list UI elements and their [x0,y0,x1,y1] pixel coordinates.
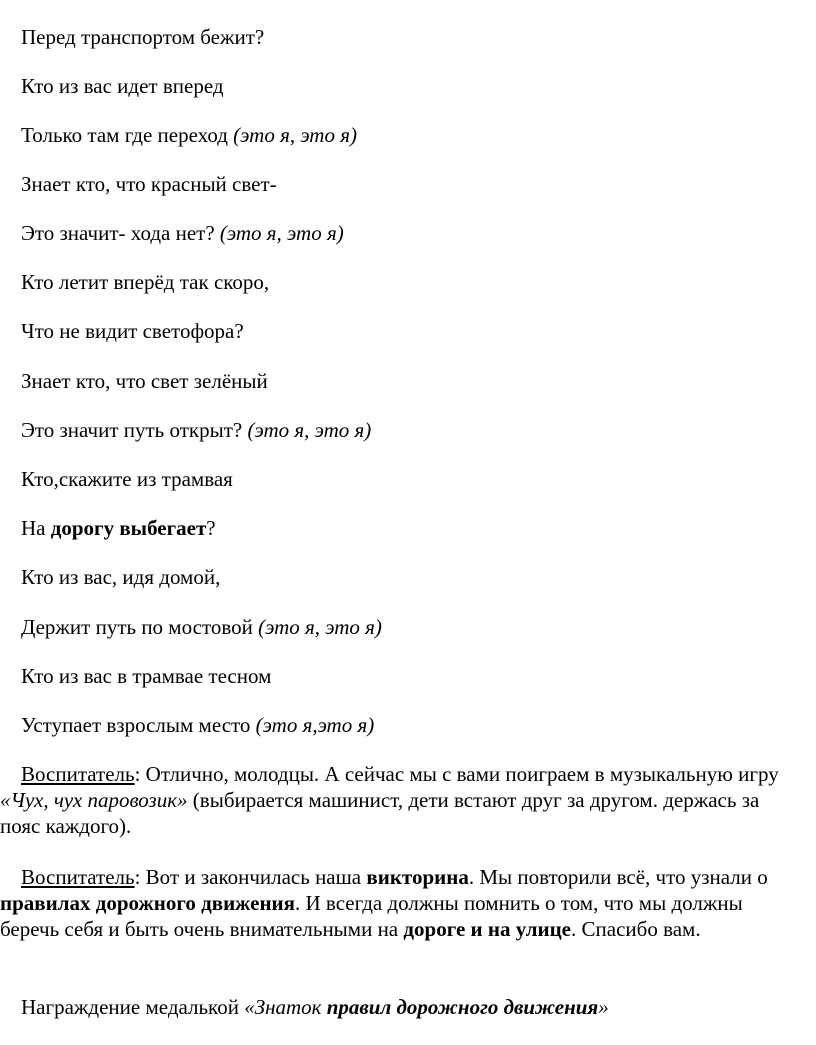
verse-line-10 [21,466,233,492]
speaker-label: Воспитатель [21,762,135,786]
verse-line-text: Кто летит вперёд так скоро, [21,270,270,294]
verse-line-6 [21,269,269,295]
verse-line-text: На [21,516,51,540]
verse-line-text: Знает кто, что красный свет- [21,172,277,196]
paragraph-game [0,761,800,839]
verse-remark: (это я, это я) [219,221,344,245]
verse-bold-text: дорогу выбегает [50,516,207,540]
verse-line-text: ? [206,516,216,540]
verse-remark: (это я, это я) [247,418,372,442]
verse-remark: (это я, это я) [233,123,357,147]
paragraph-text: (выбирается машинист, дети встают друг за другом. держась за пояс каждого). [0,788,760,838]
paragraph-conclusion [0,864,800,942]
verse-line-3 [21,122,357,148]
verse-line-text: Уступает взрослым место [21,713,256,737]
verse-line-4 [21,171,277,197]
verse-line-text: Перед транспортом бежит? [21,25,265,49]
verse-line-text: Что не видит светофора? [21,319,244,343]
verse-line-2 [21,73,224,99]
verse-line-8 [21,368,268,394]
paragraph-award [0,994,800,1020]
verse-line-7 [21,318,244,344]
verse-line-text: Кто из вас идет вперед [21,74,224,98]
paragraph-text: : Отлично, молодцы. А сейчас мы с вами поиграем в музыкальную игру [134,762,779,786]
verse-line-text: Это значит- хода нет? [21,221,220,245]
verse-line-text: Кто из вас, идя домой, [21,565,221,589]
paragraph-text: : Вот и закончилась наша [134,865,367,889]
bold-term: дороге и на улице [403,917,572,941]
verse-line-text: Кто из вас в трамвае тесном [21,664,272,688]
verse-line-11 [21,515,216,541]
verse-line-5 [21,220,344,246]
award-title-bold: правил дорожного движения [326,995,599,1019]
verse-line-text: Это значит путь открыт? [21,418,248,442]
award-title-close: » [598,995,609,1019]
paragraph-text: . Спасибо вам. [571,917,701,941]
game-title: «Чух, чух паровозик» [0,788,188,812]
verse-line-text: Держит путь по мостовой [21,615,259,639]
paragraph-text: Награждение медалькой [21,995,245,1019]
paragraph-text: . Мы повторили всё, что узнали о [468,865,768,889]
verse-remark: (это я, это я) [258,615,382,639]
bold-term: правилах дорожного движения [0,891,296,915]
verse-line-text: Кто,скажите из трамвая [21,467,233,491]
verse-line-9 [21,417,371,443]
verse-line-text: Только там где переход [21,123,234,147]
bold-term: викторина [366,865,469,889]
speaker-label: Воспитатель [21,865,135,889]
verse-line-text: Знает кто, что свет зелёный [21,369,268,393]
verse-line-14 [21,663,271,689]
verse-line-15 [21,712,374,738]
verse-line-13 [21,614,382,640]
paragraph-text: . И всегда должны помнить о том, что мы должны беречь себя и быть очень внимательными на [0,891,743,941]
verse-remark: (это я,это я) [255,713,375,737]
verse-line-1 [21,24,264,50]
award-title-open: «Знаток [244,995,327,1019]
verse-line-12 [21,564,220,590]
